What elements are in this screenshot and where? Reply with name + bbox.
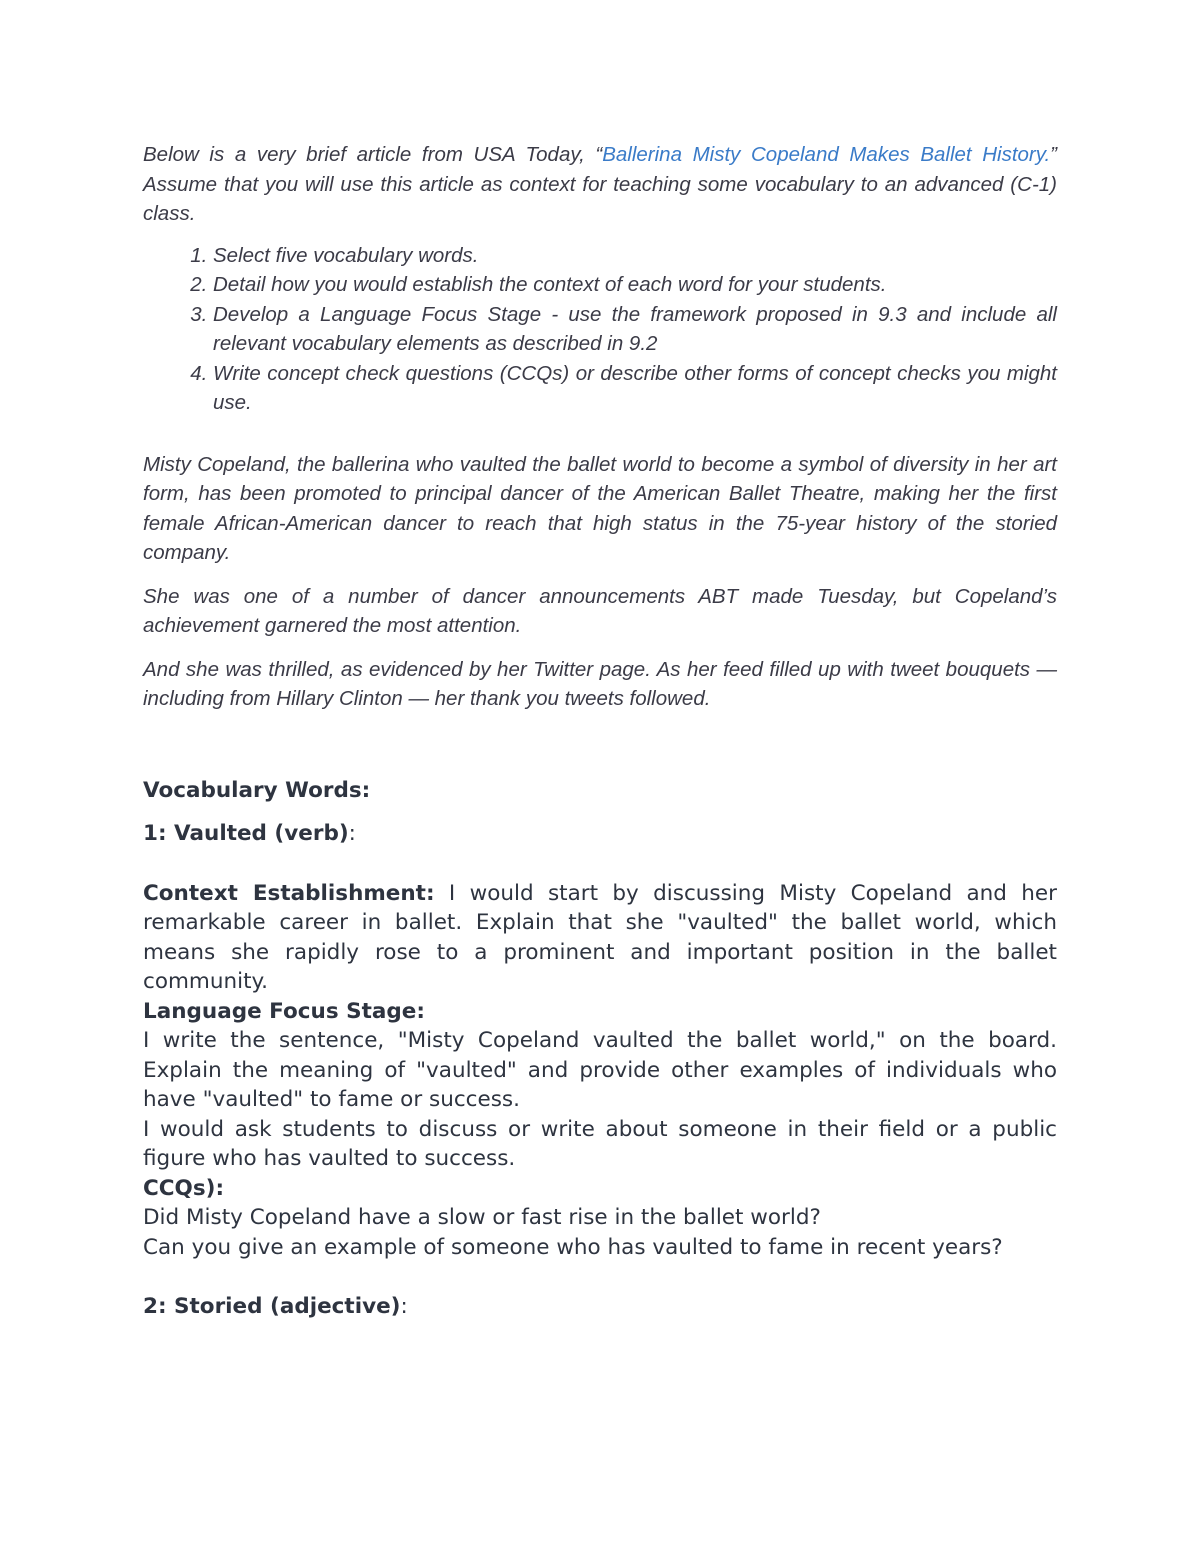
intro-paragraph <box>143 140 1057 229</box>
task-item: 2. Detail how you would establish the context of each word for your students. <box>213 270 1057 300</box>
intro-after-link: ” Assume that you will use this article as context for teaching some vocabulary to an advanced (C-1) class. <box>143 143 1057 225</box>
word-2-colon: : <box>400 1294 408 1319</box>
article-excerpt <box>143 450 1057 714</box>
intro-before-link: Below is a very brief article from USA Today, “ <box>143 143 603 166</box>
context-establishment <box>143 879 1057 997</box>
language-focus-text: I would ask students to discuss or write about someone in their field or a public figure who has vaulted to success. <box>143 1116 1057 1171</box>
word-1-heading <box>143 819 1057 849</box>
word-2-title: 2: Storied (adjective) <box>143 1294 401 1319</box>
article-paragraph: Misty Copeland, the ballerina who vaulted the ballet world to become a symbol of diversity in her art form, has been promoted to principal dancer of the American Ballet Theatre, making her the first female African-American dancer to reach that high status in the 75-year history of the storied company. <box>143 452 1057 564</box>
document-body <box>143 140 1057 1352</box>
task-item: 1. Select five vocabulary words. <box>213 241 1057 271</box>
context-text: I would start by discussing Misty Copeland and her remarkable career in ballet. Explain that she "vaulted" the ballet world, which means she rapidly rose to a prominent and important position in the ballet community. <box>143 880 1057 994</box>
article-paragraph: And she was thrilled, as evidenced by her Twitter page. As her feed filled up with tweet bouquets — including from Hillary Clinton — her thank you tweets followed. <box>143 657 1057 710</box>
task-list <box>143 241 1057 418</box>
vocabulary-section <box>143 776 1057 1322</box>
word-2-heading <box>143 1292 1057 1322</box>
ccq-label: CCQs): <box>143 1175 225 1201</box>
task-item: 3. Develop a Language Focus Stage - use the framework proposed in 9.3 and include all relevant vocabulary elements as described in 9.2 <box>213 300 1057 359</box>
vocabulary-heading: Vocabulary Words: <box>143 777 371 803</box>
ccq-question: Can you give an example of someone who has vaulted to fame in recent years? <box>143 1234 1003 1260</box>
context-label: Context Establishment: <box>143 880 435 906</box>
language-focus-text: I write the sentence, "Misty Copeland vaulted the ballet world," on the board. Explain the meaning of "vaulted" and provide other examples of individuals who have "vaulted" to fame or success. <box>143 1028 1057 1112</box>
task-item: 4. Write concept check questions (CCQs) or describe other forms of concept checks you might use. <box>213 359 1057 418</box>
language-focus-label: Language Focus Stage: <box>143 998 425 1024</box>
article-link[interactable]: Ballerina Misty Copeland Makes Ballet History. <box>602 143 1051 166</box>
word-1-title: 1: Vaulted (verb) <box>143 821 349 846</box>
word-1-colon: : <box>348 821 356 846</box>
ccq-question: Did Misty Copeland have a slow or fast rise in the ballet world? <box>143 1205 821 1230</box>
article-paragraph: She was one of a number of dancer announcements ABT made Tuesday, but Copeland’s achievement garnered the most attention. <box>143 584 1057 637</box>
